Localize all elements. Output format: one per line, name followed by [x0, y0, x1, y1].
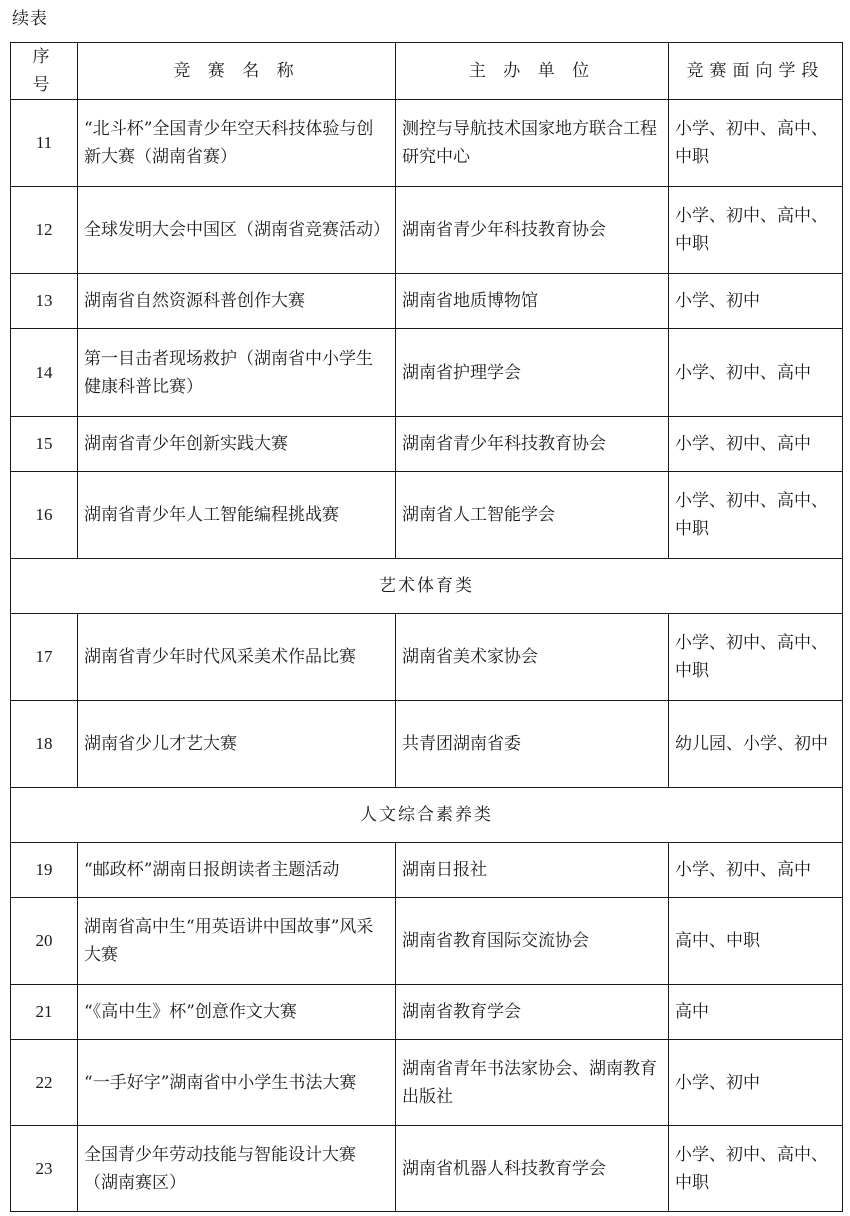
header-competition-name: 竞 赛 名 称 [78, 43, 396, 100]
grade-levels: 小学、初中、高中 [669, 329, 843, 417]
table-row [11, 843, 843, 898]
grade-levels: 小学、初中 [669, 1040, 843, 1126]
table-row [11, 701, 843, 788]
organizer: 湖南省教育学会 [396, 985, 669, 1040]
grade-levels: 高中、中职 [669, 898, 843, 985]
organizer: 湖南省青少年科技教育协会 [396, 417, 669, 472]
grade-levels: 小学、初中、高中 [669, 417, 843, 472]
competition-name: 湖南省高中生“用英语讲中国故事”风采大赛 [78, 898, 396, 985]
grade-levels: 小学、初中 [669, 274, 843, 329]
table-row [11, 614, 843, 701]
header-organizer: 主 办 单 位 [396, 43, 669, 100]
table-caption: 续表 [12, 9, 48, 29]
grade-levels: 小学、初中、高中、中职 [669, 472, 843, 559]
row-number: 13 [11, 274, 78, 329]
table-row [11, 187, 843, 274]
row-number: 19 [11, 843, 78, 898]
row-number: 20 [11, 898, 78, 985]
table-row [11, 329, 843, 417]
row-number: 16 [11, 472, 78, 559]
row-number: 23 [11, 1126, 78, 1212]
organizer: 湖南省美术家协会 [396, 614, 669, 701]
table-row [11, 472, 843, 559]
competition-name: “邮政杯”湖南日报朗读者主题活动 [78, 843, 396, 898]
organizer: 湖南省人工智能学会 [396, 472, 669, 559]
grade-levels: 高中 [669, 985, 843, 1040]
competition-name: “北斗杯”全国青少年空天科技体验与创新大赛（湖南省赛） [78, 100, 396, 187]
row-number: 17 [11, 614, 78, 701]
competition-name: 湖南省青少年创新实践大赛 [78, 417, 396, 472]
organizer: 湖南省护理学会 [396, 329, 669, 417]
table-row [11, 1126, 843, 1212]
row-number: 14 [11, 329, 78, 417]
competition-name: 全球发明大会中国区（湖南省竞赛活动） [78, 187, 396, 274]
row-number: 22 [11, 1040, 78, 1126]
competition-name: 湖南省青少年人工智能编程挑战赛 [78, 472, 396, 559]
organizer: 湖南省青少年科技教育协会 [396, 187, 669, 274]
grade-levels: 小学、初中、高中 [669, 843, 843, 898]
table-row [11, 417, 843, 472]
competition-name: “一手好字”湖南省中小学生书法大赛 [78, 1040, 396, 1126]
table-row [11, 100, 843, 187]
competition-name: 湖南省少儿才艺大赛 [78, 701, 396, 788]
organizer: 共青团湖南省委 [396, 701, 669, 788]
table-row [11, 274, 843, 329]
table-row [11, 1040, 843, 1126]
organizer: 湖南省教育国际交流协会 [396, 898, 669, 985]
header-grade-levels: 竞赛面向学段 [669, 43, 843, 100]
section-row [11, 559, 843, 614]
competition-table [10, 42, 843, 1212]
header-number: 序 号 [11, 43, 78, 100]
organizer: 湖南日报社 [396, 843, 669, 898]
competition-name: “《高中生》杯”创意作文大赛 [78, 985, 396, 1040]
section-title-humanities: 人文综合素养类 [11, 788, 843, 843]
row-number: 12 [11, 187, 78, 274]
competition-name: 湖南省青少年时代风采美术作品比赛 [78, 614, 396, 701]
table-header-row [11, 43, 843, 100]
row-number: 15 [11, 417, 78, 472]
table-row [11, 898, 843, 985]
competition-name: 第一目击者现场救护（湖南省中小学生健康科普比赛） [78, 329, 396, 417]
row-number: 21 [11, 985, 78, 1040]
section-row [11, 788, 843, 843]
organizer: 湖南省机器人科技教育学会 [396, 1126, 669, 1212]
organizer: 湖南省地质博物馆 [396, 274, 669, 329]
grade-levels: 小学、初中、高中、中职 [669, 100, 843, 187]
grade-levels: 小学、初中、高中、中职 [669, 614, 843, 701]
grade-levels: 小学、初中、高中、中职 [669, 187, 843, 274]
grade-levels: 小学、初中、高中、中职 [669, 1126, 843, 1212]
organizer: 测控与导航技术国家地方联合工程研究中心 [396, 100, 669, 187]
section-title-arts-sports: 艺术体育类 [11, 559, 843, 614]
competition-name: 湖南省自然资源科普创作大赛 [78, 274, 396, 329]
row-number: 11 [11, 100, 78, 187]
row-number: 18 [11, 701, 78, 788]
competition-name: 全国青少年劳动技能与智能设计大赛（湖南赛区） [78, 1126, 396, 1212]
table-row [11, 985, 843, 1040]
organizer: 湖南省青年书法家协会、湖南教育出版社 [396, 1040, 669, 1126]
grade-levels: 幼儿园、小学、初中 [669, 701, 843, 788]
